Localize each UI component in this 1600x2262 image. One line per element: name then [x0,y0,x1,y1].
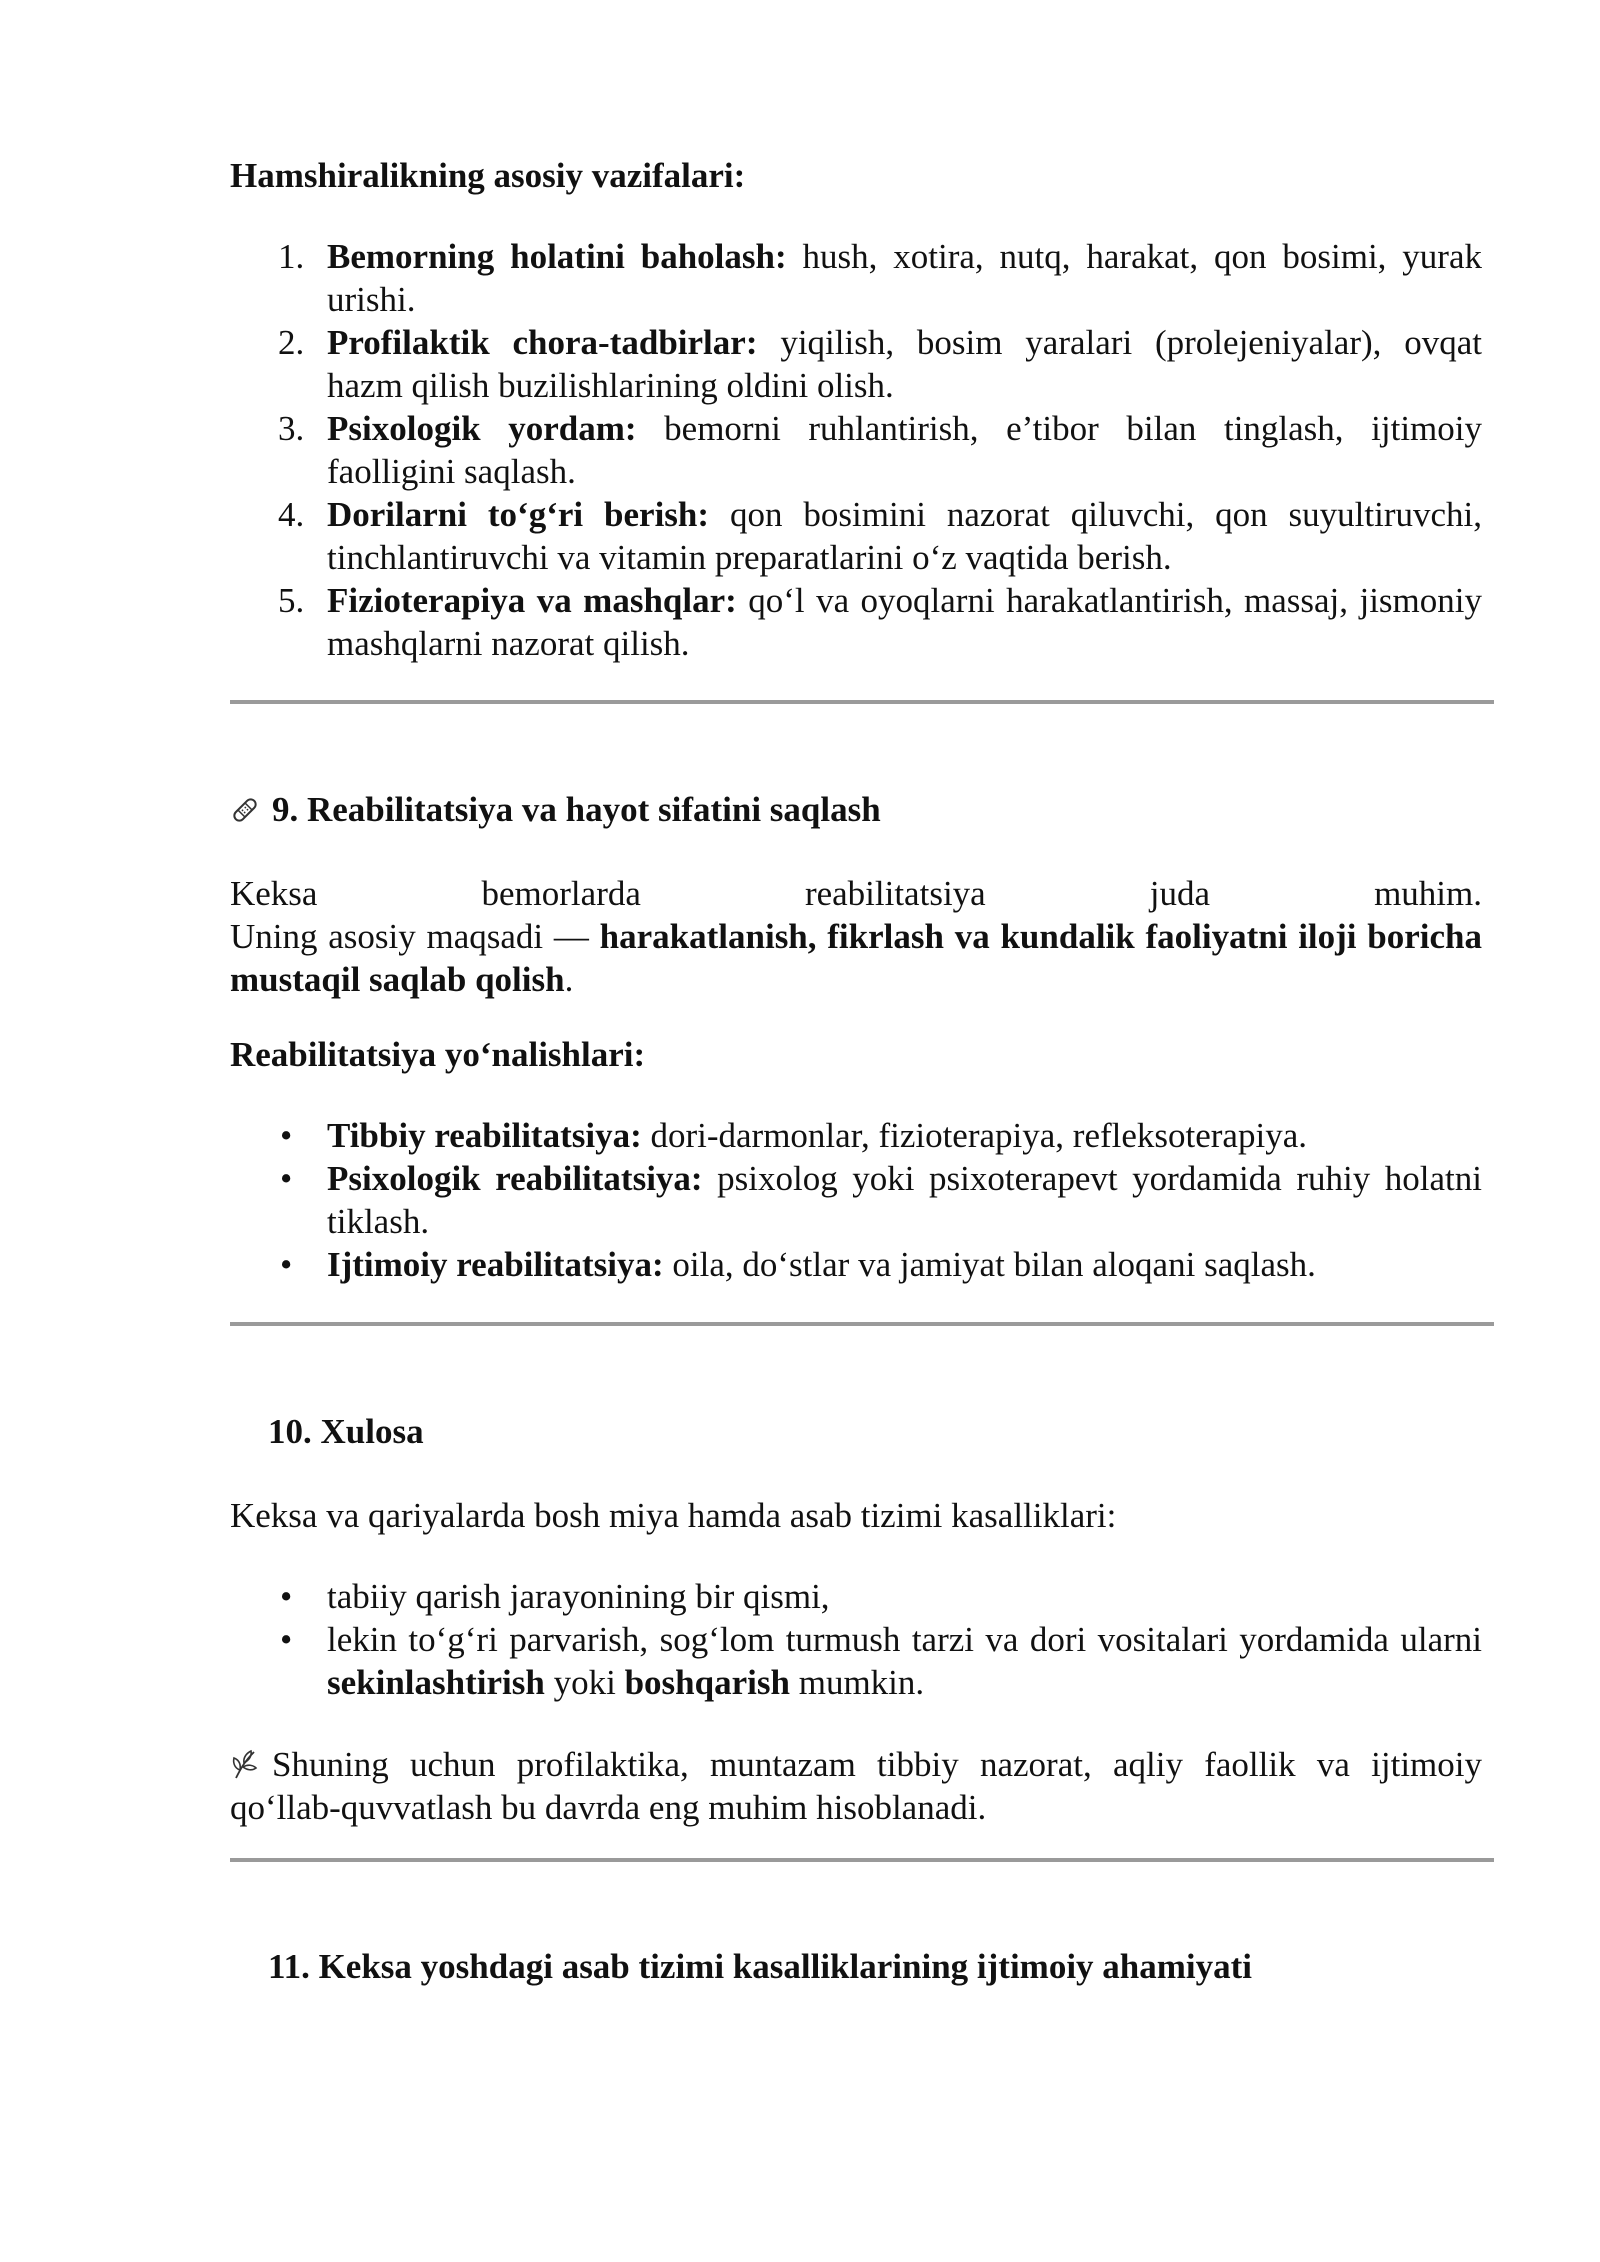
item-bold: Fizioterapiya va mashqlar: [327,581,737,620]
intro-line: Keksa bemorlarda reabilitatsiya juda muhim. [230,874,1482,913]
item-text: qon bosimini nazorat qiluvchi, qon suyultiruvchi, tinchlantiruvchi va vitamin preparatlarini o‘z vaqtida berish. [327,495,1482,577]
tasks-list [230,235,1482,665]
list-item: 3. Psixologik yordam: bemorni ruhlantirish, e’tibor bilan tinglash, ijtimoiy faolligini saqlash. [278,409,1482,491]
item-text: hush, xotira, nutq, harakat, qon bosimi, yurak urishi. [327,237,1482,319]
rehab-list [230,1114,1482,1286]
list-item: • lekin to‘g‘ri parvarish, sog‘lom turmush tarzi va dori vositalari yordamida ularni sekinlashtirish yoki boshqarish mumkin. [280,1620,1482,1702]
divider [230,1858,1494,1862]
section9-title: 9. Reabilitatsiya va hayot sifatini saqlash [230,788,881,831]
section11-title: 11. Keksa yoshdagi asab tizimi kasalliklarining ijtimoiy ahamiyati [268,1947,1253,1986]
section10-note: Shuning uchun profilaktika, muntazam tibbiy nazorat, aqliy faollik va ijtimoiy qo‘llab-quvvatlash bu davrda eng muhim hisoblanadi. [230,1745,1482,1827]
tasks-heading: Hamshiralikning asosiy vazifalari: [230,156,746,195]
section9-intro [230,872,1482,1001]
item-text: qo‘l va oyoqlarni harakatlantirish, massaj, jismoniy mashqlarni nazorat qilish. [327,581,1482,663]
item-bold: Profilaktik chora-tadbirlar: [327,323,758,362]
bandage-icon [230,795,260,825]
list-item: • Tibbiy reabilitatsiya: dori-darmonlar, fizioterapiya, refleksoterapiya. [280,1116,1307,1155]
list-item: • Ijtimoiy reabilitatsiya: oila, do‘stlar va jamiyat bilan aloqani saqlash. [280,1245,1316,1284]
item-text: yiqilish, bosim yaralari (prolejeniyalar), ovqat hazm qilish buzilishlarining oldini olish. [327,323,1482,405]
item-bold: Dorilarni to‘g‘ri berish: [327,495,710,534]
divider [230,700,1494,704]
list-item: • Psixologik reabilitatsiya: psixolog yoki psixoterapevt yordamida ruhiy holatni tiklash. [280,1159,1482,1241]
list-item: 5. Fizioterapiya va mashqlar: qo‘l va oyoqlarni harakatlantirish, massaj, jismoniy mashqlarni nazorat qilish. [278,581,1482,663]
list-item: • tabiiy qarish jarayonining bir qismi, [280,1577,830,1616]
summary-list [230,1575,1482,1704]
intro-paragraph: Uning asosiy maqsadi — harakatlanish, fikrlash va kundalik faoliyatni iloji boricha mustaqil saqlab qolish. [230,917,1483,999]
divider [230,1322,1494,1326]
item-bold: Psixologik yordam: [327,409,637,448]
list-item: 4. Dorilarni to‘g‘ri berish: qon bosimini nazorat qiluvchi, qon suyultiruvchi, tinchlantiruvchi va vitamin preparatlarini o‘z vaqtida berish. [278,495,1482,577]
section9-subheading: Reabilitatsiya yo‘nalishlari: [230,1035,646,1074]
section10-intro: Keksa va qariyalarda bosh miya hamda asab tizimi kasalliklari: [230,1496,1117,1535]
section10-title: 10. Xulosa [268,1412,424,1451]
herb-icon [230,1748,260,1780]
item-bold: Bemorning holatini baholash: [327,237,787,276]
list-item: 1. Bemorning holatini baholash: hush, xotira, nutq, harakat, qon bosimi, yurak urishi. [278,237,1482,319]
item-text: bemorni ruhlantirish, e’tibor bilan tinglash, ijtimoiy faolligini saqlash. [327,409,1482,491]
list-item: 2. Profilaktik chora-tadbirlar: yiqilish, bosim yaralari (prolejeniyalar), ovqat hazm qilish buzilishlarining oldini olish. [278,323,1482,405]
